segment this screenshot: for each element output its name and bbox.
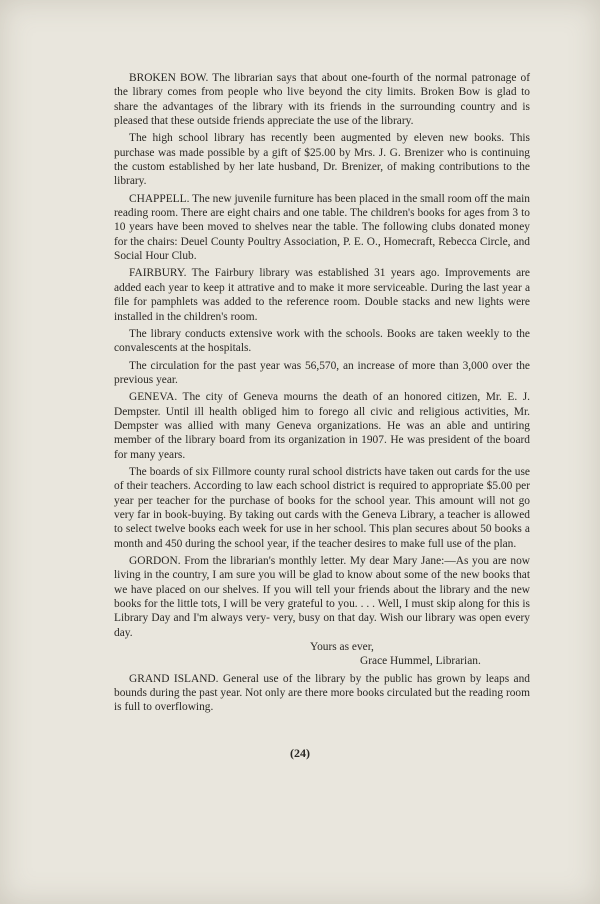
letter-signature: Grace Hummel, Librarian.	[360, 655, 481, 668]
paragraph-schools: The library conducts extensive work with the schools. Books are taken weekly to the convalescents at the hospitals.	[114, 327, 530, 355]
paragraph-chappell: CHAPPELL. The new juvenile furniture has been placed in the small room off the main reading room. There are eight chairs and one table. The children's books for ages from 3 to 10 years have been moved to shelves near the table. The following clubs donated money for the chairs: Deuel County Poultry Association, P. E. O., Homecraft, Rebecca Circle, and Social Hour Club.	[114, 192, 531, 263]
paragraph-fillmore-county: The boards of six Fillmore county rural school districts have taken out cards for the use of their teachers. According to law each school district is required to appropriate $5.00 per year per teacher for the purchase of books for the school year. This amount will not go very far in book-buying. By taking out cards with the Geneva Library, a teacher is allowed to select twelve books each week for use in her school. This plan secures about 50 books a month and 450 during the school year, if the teacher desires to make full use of the plan.	[114, 465, 530, 550]
paragraph-circulation: The circulation for the past year was 56,570, an increase of more than 3,000 over the previous year.	[114, 359, 530, 386]
paragraph-high-school-library: The high school library has recently been augmented by eleven new books. This purchase was made possible by a gift of $25.00 by Mrs. J. G. Brenizer who is continuing the custom established by her late husband, Dr. Brenizer, of making contributions to the library.	[114, 132, 530, 188]
paragraph-grand-island: GRAND ISLAND. General use of the library by the public has grown by leaps and bounds during the past year. Not only are there more books circulated but the reading room is full to overflowing.	[114, 672, 530, 714]
page-body	[114, 71, 530, 718]
paragraph-fairbury: FAIRBURY. The Fairbury library was established 31 years ago. Improvements are added each year to keep it attrative and to make it more serviceable. During the last year a file for pamphlets was added to the reference room. Double stacks and new lights were installed in the children's room.	[114, 267, 530, 323]
page-number: (24)	[290, 746, 310, 760]
letter-closing: Yours as ever,	[310, 641, 374, 654]
paragraph-gordon: GORDON. From the librarian's monthly letter. My dear Mary Jane:—As you are now living in the country, I am sure you will be glad to know about some of the new books that we have placed on our shelves. If you will tell your friends about the library and the new books for the little tots, I will be very grateful to you. . . . Well, I must skip along for this is Library Day and I'm always very- very, busy on that day. Wish our library was open every day.	[114, 555, 530, 639]
paragraph-geneva: GENEVA. The city of Geneva mourns the death of an honored citizen, Mr. E. J. Dempster. Until ill health obliged him to forego all civic and religious activities, Mr. Dempster was allied with many Geneva organizations. He was an able and untiring member of the library board from its organization in 1907. He was president of the board for many years.	[114, 391, 530, 461]
paragraph-broken-bow: BROKEN BOW. The librarian says that about one-fourth of the normal patronage of the library comes from people who live beyond the city limits. Broken Bow is glad to share the advantages of the library with its friends in the surrounding country and is pleased that these outside friends appreciate the use of the library.	[114, 72, 530, 128]
